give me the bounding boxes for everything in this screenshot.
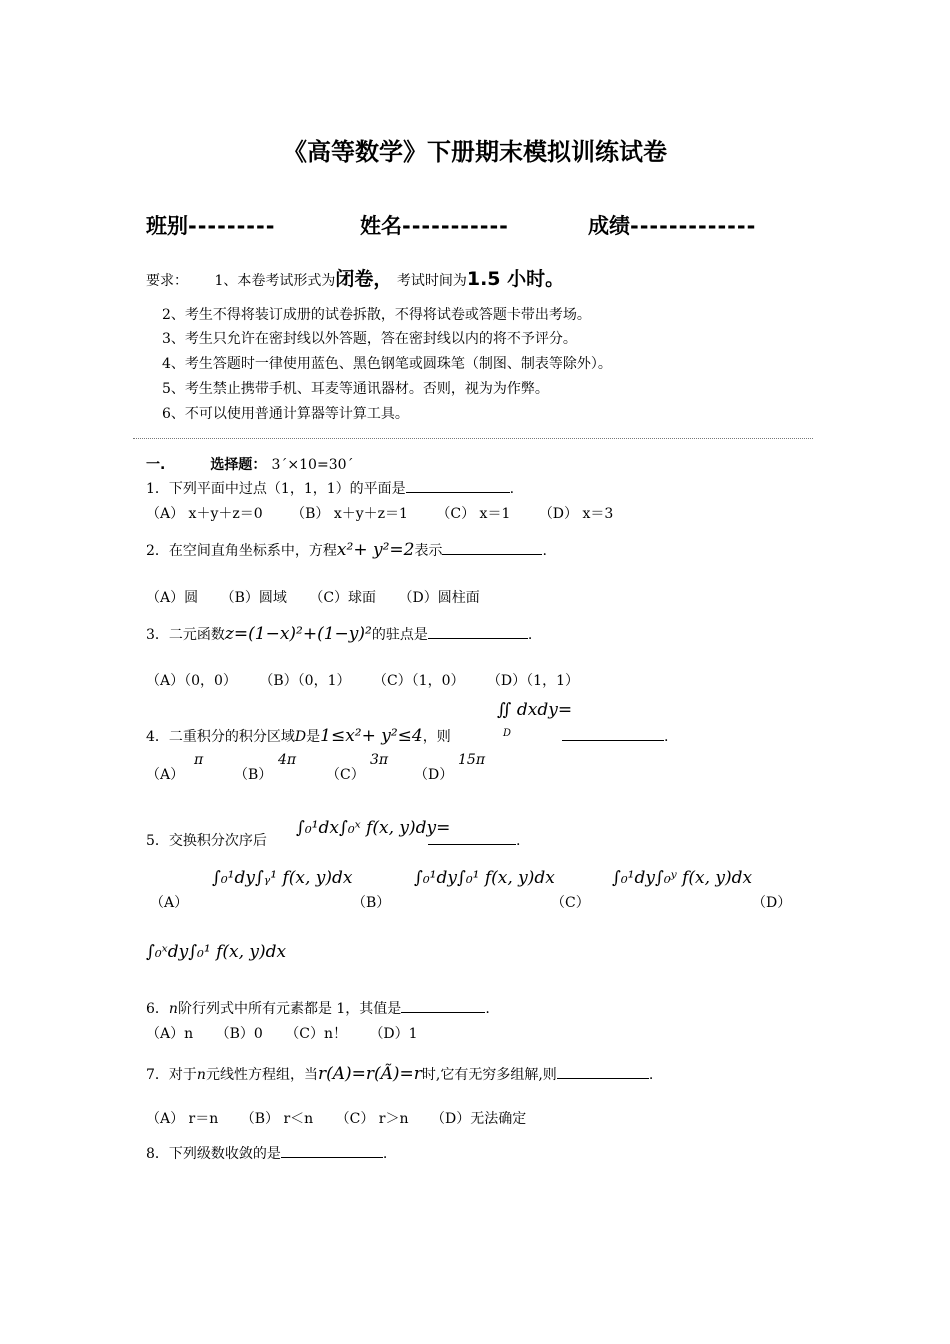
req1-closed-book: 闭卷， [335,268,393,290]
q6-option-a[interactable]: （A）n [146,1026,194,1042]
requirements-prefix: 要求： [146,273,188,289]
q2-option-a[interactable]: （A）圆 [146,590,199,606]
q6-option-b[interactable]: （B）0 [215,1026,263,1042]
score-field[interactable] [588,210,756,240]
req1-part-c: 考试时间为 [396,273,467,289]
q3-option-c[interactable]: （C）（1，0） [372,673,465,689]
q3-answer-blank[interactable] [428,624,528,639]
q5-text: 5．交换积分次序后 [146,833,267,849]
req1-part-a: 1、本卷考试形式为 [214,273,336,289]
q5-option-a[interactable]: （A） [150,895,189,911]
q2-options [146,587,480,607]
dotted-divider [133,438,813,439]
q3-function: z=(1−x)²+(1−y)² [224,624,372,644]
question-7 [146,1064,653,1084]
q7-option-a[interactable]: （A） r＝n [146,1111,219,1127]
q1-option-a[interactable]: （A） x＋y＋z＝0 [146,506,263,522]
q2-option-d[interactable]: （D）圆柱面 [398,590,480,606]
q7-n: n [196,1067,206,1083]
q7-option-c[interactable]: （C） r＞n [335,1111,409,1127]
q7-answer-blank[interactable] [557,1064,649,1079]
score-blank[interactable]: ------------- [630,214,757,238]
q4-option-d-value: 15π [458,752,486,768]
q2-answer-blank[interactable] [442,540,542,555]
q1-options [146,503,613,523]
requirement-3: 3、考生只允许在密封线以外答题，答在密封线以内的将不予评分。 [162,331,577,347]
class-field[interactable] [146,210,275,240]
q3-option-a[interactable]: （A）（0，0） [146,673,237,689]
q5-option-c[interactable]: （C） [551,895,590,911]
question-8 [146,1143,387,1163]
q5-option-b[interactable]: （B） [352,895,391,911]
name-blank[interactable]: ----------- [402,214,509,238]
section-number: 一. [146,457,166,473]
q1-option-d[interactable]: （D） x＝3 [538,506,614,522]
q4-text: 4．二重积分的积分区域 [146,729,295,745]
q4-integral-expression: ∬ dxdy= [497,700,573,720]
q4-option-c-value: 3π [370,752,389,768]
q2-text: 2．在空间直角坐标系中，方程 [146,543,337,559]
question-4 [146,726,451,746]
question-1 [146,478,514,498]
q1-text: 1．下列平面中过点（1，1，1）的平面是 [146,481,406,497]
q7-option-b[interactable]: （B） r＜n [240,1111,314,1127]
class-label: 班别 [146,214,188,238]
q6-text: 阶行列式中所有元素都是 1，其值是 [177,1001,402,1017]
section-score: 3ˊ×10=30ˊ [271,457,354,473]
section-1-heading [146,454,354,474]
q4-option-b[interactable] [234,764,272,784]
q7-options [146,1108,526,1128]
q4-region-symbol: D [294,729,307,745]
q2-end: . [542,543,547,559]
q8-text: 8．下列级数收敛的是 [146,1146,281,1162]
q6-n: n [168,1001,178,1017]
q5-option-c-math: ∫₀¹dy∫₀ʸ f(x, y)dx [612,868,753,888]
q5-option-b-math: ∫₀¹dy∫₀¹ f(x, y)dx [414,868,555,888]
q8-end: . [382,1146,388,1162]
q4-option-b-label: （B） [234,767,273,783]
q3-option-b[interactable]: （B）（0，1） [259,673,351,689]
q5-end: . [516,833,521,849]
q3-option-d[interactable]: （D）（1，1） [486,673,579,689]
requirement-4: 4、考生答题时一律使用蓝色、黑色钢笔或圆珠笔（制图、制表等除外）。 [162,356,612,372]
question-5 [146,830,267,850]
q4-option-c[interactable] [326,764,365,784]
q4-integral [497,700,572,720]
q1-answer-blank[interactable] [406,478,510,493]
q6-options [146,1023,418,1043]
class-blank[interactable]: --------- [188,214,276,238]
name-label: 姓名 [360,214,402,238]
q4-is: 是 [306,729,321,745]
name-field[interactable] [360,210,509,240]
q7-text: 元线性方程组，当 [205,1067,318,1083]
q5-answer-blank[interactable] [428,830,516,845]
q2-option-c[interactable]: （C）球面 [309,590,377,606]
q4-option-a-label: （A） [146,767,185,783]
q4-end: . [664,729,669,745]
section-label: 选择题： [210,457,267,473]
requirement-2: 2、考生不得将装订成册的试卷拆散，不得将试卷或答题卡带出考场。 [162,307,591,323]
q1-option-b[interactable]: （B） x＋y＋z＝1 [291,506,408,522]
q1-end: . [509,481,515,497]
q8-answer-blank[interactable] [281,1143,383,1158]
q5-option-d-math: ∫₀ˣdy∫₀¹ f(x, y)dx [146,942,287,962]
q6-option-c[interactable]: （C）n！ [285,1026,347,1042]
q7-prefix: 7．对于 [146,1067,197,1083]
q3-tail: 的驻点是 [371,627,428,643]
q6-answer-blank[interactable] [401,998,485,1013]
q5-option-d[interactable]: （D） [752,895,792,911]
q3-options [146,670,579,690]
q4-answer [562,726,668,745]
q4-option-b-value: 4π [278,752,297,768]
question-6 [146,998,490,1018]
q3-end: . [527,627,533,643]
q7-end: . [648,1067,654,1083]
q6-end: . [485,1001,490,1017]
score-label: 成绩 [588,214,630,238]
q2-option-b[interactable]: （B）圆域 [220,590,287,606]
req1-duration: 1.5 小时。 [466,268,565,290]
q7-rank-condition: r(A)=r(Ã)=r [317,1064,422,1084]
q4-region-inequality: 1≤x²+ y²≤4 [320,726,423,746]
q2-tail: 表示 [414,543,443,559]
q4-answer-blank[interactable] [562,726,664,741]
q5-option-a-math: ∫₀¹dy∫ᵧ¹ f(x, y)dx [212,868,353,888]
requirement-1 [146,264,564,291]
q4-integral-region: D [503,728,512,739]
page-title: 《高等数学》下册期末模拟训练试卷 [283,138,667,166]
q4-option-a[interactable] [146,764,184,784]
q5-answer [428,830,520,849]
question-2 [146,540,547,560]
requirement-5: 5、考生禁止携带手机、耳麦等通讯器材。否则，视为为作弊。 [162,381,549,397]
q4-option-d-label: （D） [414,767,454,783]
requirement-6: 6、不可以使用普通计算器等计算工具。 [162,406,409,422]
q7-option-d[interactable]: （D）无法确定 [430,1111,527,1127]
q7-tail: 时,它有无穷多组解,则 [421,1067,557,1083]
q4-option-c-label: （C） [326,767,365,783]
q5-integral: ∫₀¹dx∫₀ˣ f(x, y)dy= [296,818,451,838]
q4-option-a-value: π [194,752,204,768]
q6-option-d[interactable]: （D）1 [369,1026,418,1042]
q2-equation: x²+ y²=2 [336,540,415,560]
q4-tail: ，则 [422,729,451,745]
q3-text: 3．二元函数 [146,627,225,643]
q6-prefix: 6． [146,1001,169,1017]
q1-option-c[interactable]: （C） x＝1 [436,506,511,522]
q4-option-d[interactable] [414,764,453,784]
question-3 [146,624,532,644]
